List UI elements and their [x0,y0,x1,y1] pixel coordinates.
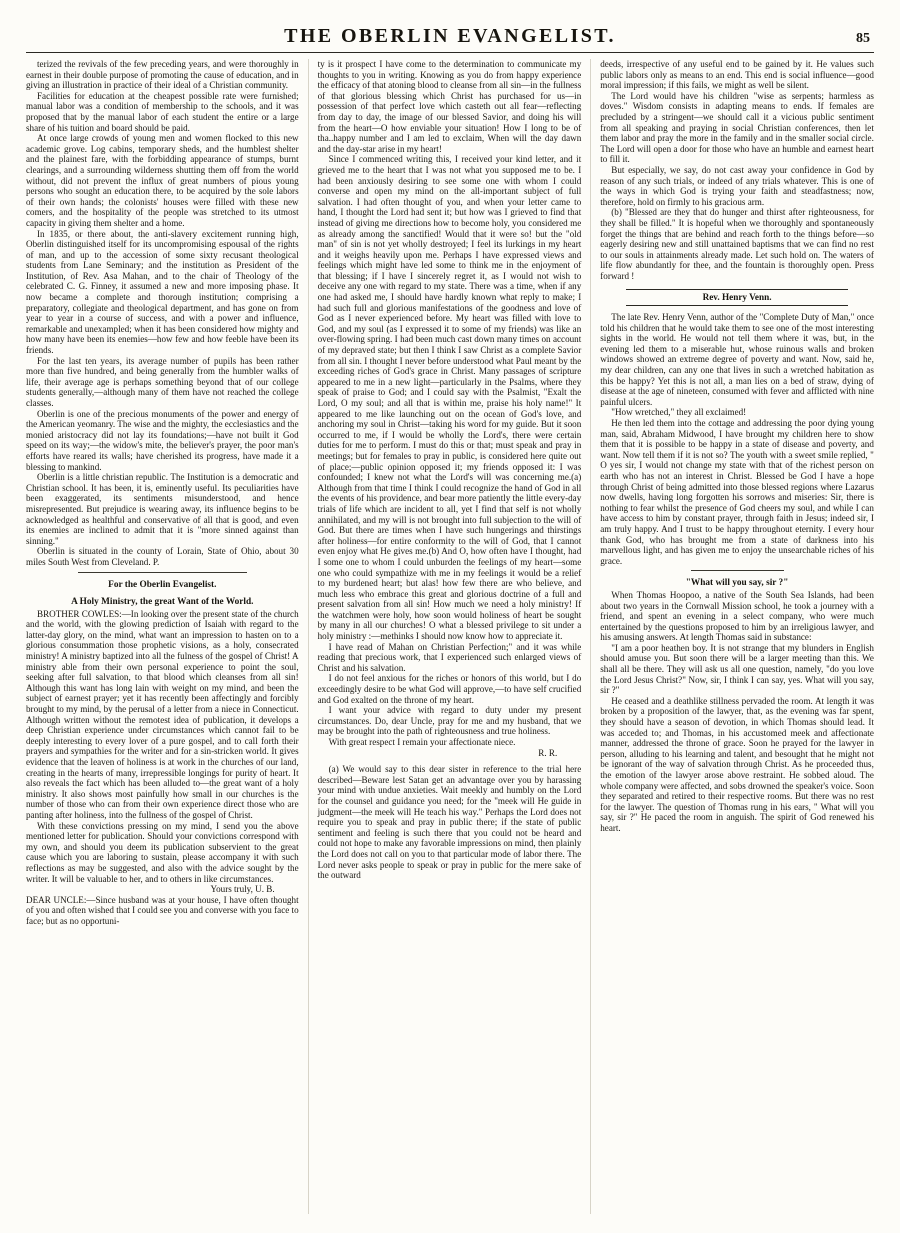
paragraph: Oberlin is a little christian republic. The Institution is a democratic and Christian school. It has been, it is, eminently useful. Its peculiarities have been exaggerated, its sentiments misunderstood, and hence misrepresented. But prejudice is wearing away, its influence begins to be acknowledged as healthful and conservative of all that is good, and even its enemies are inclined to admit that it is "more sinned against than sinning." [26,472,299,546]
paragraph: BROTHER COWLES:—In looking over the present state of the church and the world, with the glowing prediction of Isaiah with regard to the latter-day glory, on the mind, what want an impression to hasten on to a glorious consummation those prophetic visions, as a holy, consecrated ministry! A ministry baptized into all the fulness of the gospel of Christ! A ministry able from their own personal experience to point the soul, seeking after full salvation, to that blood which cleanses from all sin! Although this want has long lain with weight on my mind, and been the subject of earnest prayer; yet it has recently been affectingly and forcibly brought to my mind, by the perusal of a letter from a niece in Connecticut. Although written without the remotest idea of publication, it develops a deep Christian experience under circumstances which cannot fail to be deeply interesting to every lover of a pure gospel, and to call forth their prayers and sympathies for the writer and for a sin-stricken world. It gives evidence that the leaven of holiness is at work in the churches of our land, creating in the hearts of many, irrepressible longings for purity of heart. It also reveals the fact which has been alluded to—the great want of a holy ministry. It also shows most painfully how small in our churches is the number of those who can from their own experience direct those who are panting after holiness, into the fullness of the gospel of Christ. [26,608,299,820]
editor-footnote: (a) We would say to this dear sister in reference to the trial here described—Beware lest Satan get an advantage over you by harassing your mind with undue anxieties. Wait meekly and humbly on the Lord for the counsel and guidance you need; for the "meek will He guide in judgment—the meek will He teach his way." Perhaps the Lord does not require you to speak and pray in public there; if the state of public sentiment and feeling is such there that you could not be heard and could not hope to make any favorable impressions on mind, then plainly the Lord does not call on you to that particular mode of labor there. The Lord never asks people to speak or pray in public for the mere sake of the outward [317,764,582,881]
paragraph: The late Rev. Henry Venn, author of the "Complete Duty of Man," once told his children that he would take them to see one of the most interesting sights in the world. He would not tell them where it was, but, in the evening led them to a miserable hut, whose ruinous walls and broken windows showed an extreme degree of poverty and want. Now, said he, my dear children, can any one that lives in such a wretched habitation as this be happy? Yet this is not all, a man lies on a bed of straw, dying of disease at the age of nineteen, consumed with fever and afflicted with nine painful ulcers. [600,312,874,407]
paragraph: Since I commenced writing this, I received your kind letter, and it grieved me to the heart that I was not what you supposed me to be. I had been anxiously desiring to see some one with whom I could converse and open my mind on the all-important subject of full salvation. I had often thought of you, and when your letter came to hand, I thought the Lord had sent it; but how was I grieved to find that instead of giving me directions how to become holy, you considered me as already among the sanctified! Would that it were so! but the "old man" of sin is not yet wholly destroyed; I feel its lurkings in my heart and it weighs heavily upon me. Perhaps I have expressed views and feelings which might have led some to think me in the enjoyment of that blessing; if I have I sincerely regret it, as I would not wish to deceive any one with regard to my state. There was a time, when if any one had asked me, I should have hardly known what reply to make; I had such full and glorious manifestations of the goodness and love of God as I never experienced before. My heart was filled with love to God, and my soul (as I expressed it to some of my friends) was like an over-flowing spring. I had been much cast down many times on account of my depraved state; but then I think I saw Christ as a complete Savior from all sin. I thought I never before understood what Paul meant by the exceeding riches of God's grace in Christ. Many passages of scripture appeared to me in a new light—particularly in the Psalms, where they speak of praise to God; and I could say with the Psalmist, "Exalt the Lord, O my soul; and all that is within me, praise his holy name!" It appeared to me like launching out on the ocean of God's love, and anchoring my soul in Christ—taking his word for my guide. But it soon occurred to me, if I would be wholly the Lord's, there were certain duties for me to perform. I must do this or that; must speak and pray in meetings; but for females to pray in public, is considered here quite out of place;—public opinion opposed it; my friends opposed it: I was confounded; I knew not what the Lord's will was concerning me.(a) Although from that time I think I could recognize the hand of God in all the events of his providence, and bear more patiently the little every-day trials of life which are incident to all, yet I find that self is not wholly annihilated, and my will is not brought into full subjection to the will of God. But there are times when I have such hungerings and thirstings after holiness—for entire conformity to the will of God, that I cannot even enjoy what He gives me.(b) And O, how often have I thought, had I some one to whom I could unburden the feelings of my heart—some one who could sympathize with me in my feelings it would be a relief to my burdened heart; but alas! how few there are who believe, and much less who embrace this great and glorious doctrine of a full and present salvation from all sin! How much we need a holy ministry! If the watchmen were holy, how soon would holiness of heart be sought by many in all our churches! O what a blessed privilege to sit under a holy ministry :—methinks I should now know how to appreciate it. [317,154,582,642]
paragraph: "I am a poor heathen boy. It is not strange that my blunders in English should amuse you. But soon there will be a larger meeting than this. We shall all be there. They will ask us all one question, namely, "do you love the Lord Jesus Christ?" Now, sir, I think I can say, yes. What will you say, sir ?" [600,642,874,696]
paragraph: I do not feel anxious for the riches or honors of this world, but I do exceedingly desire to be what God will approve,—to have self crucified and God exalted on the throne of my heart. [317,673,582,705]
paragraph: He then led them into the cottage and addressing the poor dying young man, said, Abraham Midwood, I have brought my children here to show them that it is possible to be happy in a state of disease and poverty, and want. Now tell them if it is not so? The youth with a sweet smile replied, " O yes sir, I would not change my state with that of the richest person on earth who has not an interest in Christ. Blessed be God I have a hope through Christ of being admitted into those blessed regions where Lazarus now dwells, having long forgotten his sorrows and miseries: Sir, there is nothing to fear whilst the presence of God cheers my soul, and while I can have access to him by constant prayer, through faith in Jesus; indeed sir, I am truly happy. And I trust to be happy throughout eternity. I every hour thank God, who has brought me from a state of darkness into his marvellous light, and has given me to enjoy the unsearchable riches of his grace. [600,418,874,566]
section-heading-venn: Rev. Henry Venn. [626,289,848,306]
signature: R. R. [538,747,558,758]
paragraph: I have read of Mahan on Christian Perfection;" and it was while reading that precious work, that I experienced such enlarged views of Christ and his salvation. [317,641,582,673]
letter-opening: DEAR UNCLE:—Since husband was at your house, I have often thought of you and often wished that I could see you and converse with you face to face; but as no opportuni- [26,894,299,926]
column-two [309,59,592,1214]
section-heading-hoopoo: "What will you say, sir ?" [685,578,789,589]
paragraph: But especially, we say, do not cast away your confidence in God by reason of any such trials, or indeed of any trials whatever. This is one of the ways in which God is trying your faith and steadfastness; now, therefore, hold on firmly to his gracious arm. [600,164,874,207]
paragraph: "How wretched," they all exclaimed! [611,407,747,418]
paragraph: Oberlin is situated in the county of Lorain, State of Ohio, about 30 miles South West from Cleveland. P. [26,546,299,567]
paragraph: terized the revivals of the few preceding years, and were thoroughly in earnest in their double purpose of promoting the cause of education, and in giving an illustration in practice of their ideal of a Christian community. [26,59,299,91]
section-divider [78,572,247,573]
paragraph: At once large crowds of young men and women flocked to this new academic grove. Log cabins, temporary sheds, and the humblest shelter and the plainest fare, with the forbidding appearance of stumps, burnt clearings, and a surrounding wilderness shutting them off from the world without, did not prevent the influx of great numbers of pious young persons who sought an education there, to be acquired by the sole labors of their own hands; the colonists' houses were filled with these new comers, and the hospitality of the people was stretched to its utmost capacity in giving them shelter and a home. [26,133,299,228]
page-number: 85 [856,31,870,46]
signature: Yours truly, U. B. [210,884,275,895]
paragraph: With great respect I remain your affectionate niece. [328,737,516,747]
paragraph: The Lord would have his children "wise as serpents; harmless as doves." Wisdom consists in adapting means to ends. If females are precluded by a stringent—we should call it a vicious public sentiment from all speaking and praying in social Christian conferences, then let them labor and pray the more in the family and in the smaller social circle. The Lord will open a door for those who have an humble and earnest heart to fill it. [600,90,874,165]
paragraph: ty is it prospect I have come to the determination to communicate my thoughts to you in writing. Knowing as you do from happy experience the efficacy of that atoning blood to cleanse from all sin—in the fullness of that glorious blessing which Christ has purchased for us—in possession of that perfect love which casteth out all fear—reflecting from day to day, the image of our blessed Savior, and doing his will from the heart—O how enviable your situation! How I long to be of tha..happy number and I am led to exclaim, When will the day dawn and the day-star arise in my heart! [317,59,582,154]
paragraph: I want your advice with regard to duty under my present circumstances. Do, dear Uncle, pray for me and my husband, that we may be brought into the path of righteousness and true holiness. [317,705,582,737]
article-title: A Holy Ministry, the great Want of the World. [71,597,254,608]
paragraph: For the last ten years, its average number of pupils has been rather more than five hundred, and being generally from the humbler walks of life, their average age is perhaps something beyond that of our college students generally,—although many of them have not reached the college classes. [26,355,299,408]
paragraph: He ceased and a deathlike stillness pervaded the room. At length it was broken by a proposition of the lawyer, that, as the evening was far spent, they should have a season of devotion, in which Thomas should lead. It was acceded to; and Thomas, in his accustomed meek and affectionate manner, addressed the throne of grace. Soon he prayed for the lawyer in person, alluding to his learning and talent, and besought that he might not be ignorant of the way of salvation through Christ. As he proceeded thus, the emotion of the lawyer arose above restraint. He sobbed aloud. The whole company were affected, and sobs drowned the speaker's voice. Soon they separated and retired to their respective rooms. But there was no rest for the lawyer. The question of Thomas rung in his ears, " What will you say, sir ?" He paced the room in anguish. The spirit of God renewed his heart. [600,695,874,833]
masthead-divider [26,52,874,53]
column-three [591,59,874,1214]
paragraph: Oberlin is one of the precious monuments of the power and energy of the American yeomanry. The wise and the mighty, the ecclesiastics and the monied aristocracy did not lay its foundations;—have not built it God speed on its way;—the widow's mite, the believer's prayer, the poor man's efforts have reared its walls; have cherished its progress, have made it a blessing to mankind. [26,408,299,472]
page-title: THE OBERLIN EVANGELIST. [284,25,616,47]
paragraph: Facilities for education at the cheapest possible rate were furnished; manual labor was a condition of membership to the schools, and it was proposed that by the manual labor of each student the entire or a large share of his tuition and board should be paid. [26,90,299,133]
section-divider [691,570,784,571]
paragraph: In 1835, or there about, the anti-slavery excitement running high, Oberlin distinguished itself for its uncompromising espousal of the rights of man, and up to the accession of some sixty recusant theological students from Lane Seminary; and the institution as President of the Institution, of Rev. Asa Mahan, and to the chair of Theology of the celebrated C. G. Finney, it assumed a new and more imposing phase. It now became a complete and thorough institution; comprising a preparatory, collegiate and theological department, and has gone on from year to year in a course of success, and with a power and influence, remarkable and unexampled; when it has been considered how mighty and how many have been its enemies—how few and how feeble have been its friends. [26,228,299,356]
paragraph: (b) "Blessed are they that do hunger and thirst after righteousness, for they shall be filled." It is hopeful when we thoroughly and spontaneously forget the things that are behind and reach forth to the things before—so eagerly desiring new and still unattained baptisms that we can find no rest to our souls in attainments already made. Let such hold on. The waters of life flow abundantly for thee, and the fountain is thoroughly open. Press forward ! [600,207,874,281]
article-source-line: For the Oberlin Evangelist. [108,579,217,590]
column-one [26,59,309,1214]
paragraph: deeds, irrespective of any useful end to be gained by it. He values such public labors only as means to an end. This end is social influence—good moral impression; if this fails, we might as well be silent. [600,59,874,91]
masthead [26,18,874,48]
paragraph: With these convictions pressing on my mind, I send you the above mentioned letter for publication. Should your convictions correspond with my own, and should you deem its publication subservient to the great cause which you are laboring to sustain, please accompany it with such reflections as may be suggested, and also with the advice sought by the writer. It will be valuable to her, and to others in like circumstances. [26,820,299,884]
column-container [26,59,874,1214]
paragraph: When Thomas Hoopoo, a native of the South Sea Islands, had been about two years in the Cornwall Mission school, he took a journey with a friend, and spent an evening in a select company, who were much entertained by the questions proposed to him by an irreligious lawyer, and his amusing answers. At length Thomas said in substance: [600,589,874,643]
